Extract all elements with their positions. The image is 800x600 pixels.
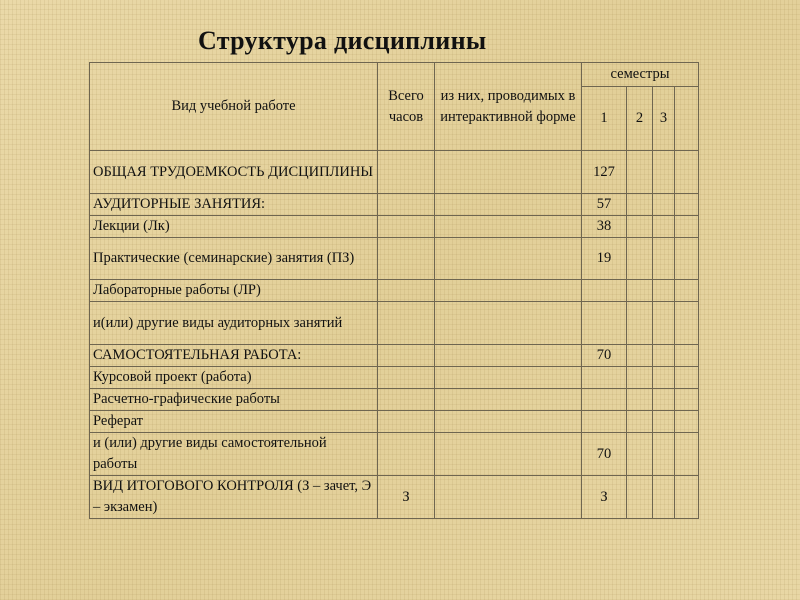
semester-1-cell	[582, 411, 627, 433]
semester-1-cell: 38	[582, 216, 627, 238]
total-hours-cell	[378, 389, 435, 411]
table-row	[90, 411, 699, 433]
semester-3-cell	[653, 476, 675, 519]
header-semester-1: 1	[582, 87, 627, 151]
total-hours-cell	[378, 151, 435, 194]
header-interactive: из них, проводимых в интерактивной форме	[435, 63, 582, 151]
header-semester-empty	[675, 87, 699, 151]
semester-1-cell: 19	[582, 238, 627, 280]
table-row	[90, 345, 699, 367]
semester-3-cell	[653, 345, 675, 367]
discipline-structure-table	[89, 62, 699, 519]
semester-3-cell	[653, 194, 675, 216]
row-label: Расчетно-графические работы	[90, 389, 378, 411]
semester-3-cell	[653, 389, 675, 411]
table-row	[90, 280, 699, 302]
interactive-cell	[435, 411, 582, 433]
total-hours-cell	[378, 433, 435, 476]
table-row	[90, 433, 699, 476]
semester-1-cell	[582, 389, 627, 411]
semester-2-cell	[627, 476, 653, 519]
table-row	[90, 238, 699, 280]
row-label: и (или) другие виды самостоятельной работы	[90, 433, 378, 476]
table-row	[90, 302, 699, 345]
row-label: и(или) другие виды аудиторных занятий	[90, 302, 378, 345]
semester-2-cell	[627, 345, 653, 367]
semester-1-cell: 127	[582, 151, 627, 194]
total-hours-cell	[378, 411, 435, 433]
header-semester-2: 2	[627, 87, 653, 151]
row-label: Лабораторные работы (ЛР)	[90, 280, 378, 302]
semester-1-cell: 57	[582, 194, 627, 216]
empty-cell	[675, 389, 699, 411]
interactive-cell	[435, 389, 582, 411]
header-semesters: семестры	[582, 63, 699, 87]
interactive-cell	[435, 345, 582, 367]
row-label: Курсовой проект (работа)	[90, 367, 378, 389]
interactive-cell	[435, 238, 582, 280]
row-label: САМОСТОЯТЕЛЬНАЯ РАБОТА:	[90, 345, 378, 367]
semester-2-cell	[627, 238, 653, 280]
row-label: Лекции (Лк)	[90, 216, 378, 238]
empty-cell	[675, 345, 699, 367]
header-semester-3: 3	[653, 87, 675, 151]
table-row	[90, 389, 699, 411]
semester-2-cell	[627, 367, 653, 389]
semester-2-cell	[627, 411, 653, 433]
semester-2-cell	[627, 433, 653, 476]
empty-cell	[675, 411, 699, 433]
header-total-hours: Всего часов	[378, 63, 435, 151]
semester-3-cell	[653, 433, 675, 476]
table-row	[90, 194, 699, 216]
interactive-cell	[435, 302, 582, 345]
header-work-type: Вид учебной работе	[90, 63, 378, 151]
row-label: Практические (семинарские) занятия (ПЗ)	[90, 238, 378, 280]
empty-cell	[675, 280, 699, 302]
interactive-cell	[435, 367, 582, 389]
semester-1-cell: 70	[582, 433, 627, 476]
interactive-cell	[435, 216, 582, 238]
empty-cell	[675, 367, 699, 389]
interactive-cell	[435, 476, 582, 519]
semester-1-cell	[582, 280, 627, 302]
semester-3-cell	[653, 367, 675, 389]
total-hours-cell	[378, 367, 435, 389]
page-title: Структура дисциплины	[198, 26, 487, 55]
empty-cell	[675, 194, 699, 216]
semester-1-cell	[582, 302, 627, 345]
total-hours-cell	[378, 345, 435, 367]
semester-1-cell	[582, 367, 627, 389]
semester-3-cell	[653, 151, 675, 194]
empty-cell	[675, 151, 699, 194]
total-hours-cell	[378, 216, 435, 238]
semester-3-cell	[653, 238, 675, 280]
interactive-cell	[435, 151, 582, 194]
semester-3-cell	[653, 280, 675, 302]
total-hours-cell	[378, 194, 435, 216]
interactive-cell	[435, 194, 582, 216]
row-label: АУДИТОРНЫЕ ЗАНЯТИЯ:	[90, 194, 378, 216]
table-row	[90, 216, 699, 238]
interactive-cell	[435, 280, 582, 302]
empty-cell	[675, 302, 699, 345]
row-label: ОБЩАЯ ТРУДОЕМКОСТЬ ДИСЦИПЛИНЫ	[90, 151, 378, 194]
semester-2-cell	[627, 151, 653, 194]
empty-cell	[675, 238, 699, 280]
semester-1-cell: 70	[582, 345, 627, 367]
semester-3-cell	[653, 216, 675, 238]
interactive-cell	[435, 433, 582, 476]
total-hours-cell	[378, 280, 435, 302]
total-hours-cell	[378, 302, 435, 345]
total-hours-cell: З	[378, 476, 435, 519]
table-row	[90, 367, 699, 389]
empty-cell	[675, 433, 699, 476]
semester-1-cell: З	[582, 476, 627, 519]
semester-2-cell	[627, 280, 653, 302]
semester-2-cell	[627, 194, 653, 216]
semester-2-cell	[627, 389, 653, 411]
empty-cell	[675, 476, 699, 519]
row-label: ВИД ИТОГОВОГО КОНТРОЛЯ (З – зачет, Э – экзамен)	[90, 476, 378, 519]
semester-3-cell	[653, 411, 675, 433]
table-row	[90, 476, 699, 519]
semester-3-cell	[653, 302, 675, 345]
total-hours-cell	[378, 238, 435, 280]
table-row	[90, 151, 699, 194]
semester-2-cell	[627, 302, 653, 345]
row-label: Реферат	[90, 411, 378, 433]
empty-cell	[675, 216, 699, 238]
semester-2-cell	[627, 216, 653, 238]
